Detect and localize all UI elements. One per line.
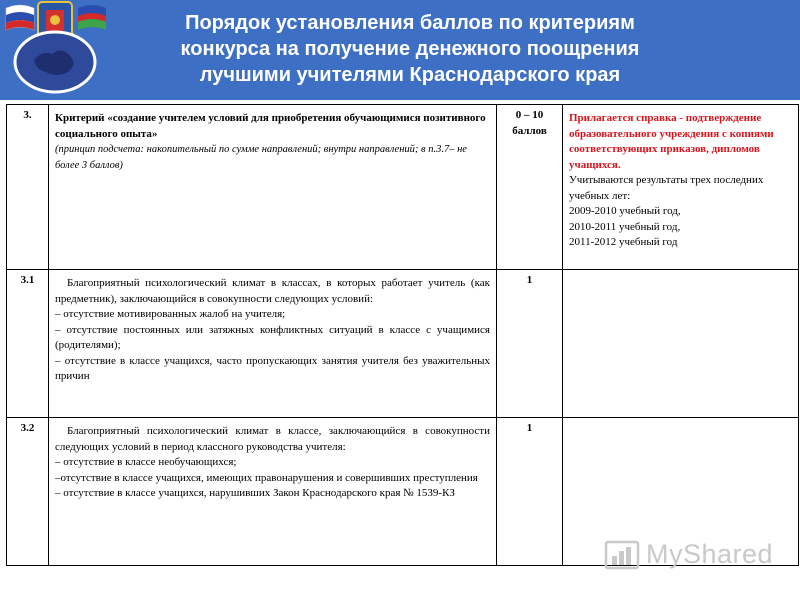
- table-row: [7, 270, 799, 418]
- title-line-1: Порядок установления баллов по критериям: [185, 12, 635, 34]
- watermark-text: MyShared: [646, 538, 774, 569]
- criterion-bullet: – отсутствие в классе учащихся, нарушивших Закон Краснодарского края № 1539-КЗ: [55, 487, 455, 499]
- criterion-cell: [49, 105, 497, 270]
- documents-year: 2011-2012 учебный год: [569, 236, 678, 248]
- chart-icon: [604, 536, 640, 572]
- criterion-text: Благоприятный психологический климат в классе, заключающийся в совокупности следующих условий в период классного руководства учителя:: [55, 425, 490, 453]
- criterion-bullet: – отсутствие в классе учащихся, часто пропускающих занятия учителя без уважительных причин: [55, 354, 490, 382]
- table-row: [7, 105, 799, 270]
- score-cell: 1: [497, 270, 563, 418]
- score-cell: 1: [497, 418, 563, 566]
- row-number: 3.: [7, 105, 49, 270]
- score-cell: 0 – 10 баллов: [497, 105, 563, 270]
- header-banner: [0, 0, 800, 100]
- criterion-title: Критерий «создание учителем условий для приобретения обучающимися позитивного социального опыта»: [55, 112, 486, 140]
- krasnodar-emblem-icon: [0, 0, 110, 100]
- title-line-2: конкурса на получение денежного поощрения: [180, 38, 640, 60]
- documents-year: 2009-2010 учебный год,: [569, 205, 681, 217]
- page-title: [110, 10, 710, 88]
- documents-cell: [563, 105, 799, 270]
- row-number: 3.1: [7, 270, 49, 418]
- row-number: 3.2: [7, 418, 49, 566]
- documents-cell: [563, 270, 799, 418]
- criterion-bullet: – отсутствие постоянных или затяжных конфликтных ситуаций в классе с учащимися (родителями);: [55, 323, 490, 351]
- criterion-bullet: –отсутствие в классе учащихся, имеющих правонарушения и совершивших преступления: [55, 471, 478, 484]
- documents-note: Учитываются результаты трех последних учебных лет:: [569, 174, 764, 202]
- criterion-cell: [49, 418, 497, 566]
- title-line-3: лучшими учителями Краснодарского края: [199, 64, 621, 86]
- criterion-cell: [49, 270, 497, 418]
- criterion-bullet: – отсутствие мотивированных жалоб на учителя;: [55, 308, 286, 320]
- criteria-table: [6, 104, 799, 566]
- criterion-bullet: – отсутствие в классе необучающихся;: [55, 456, 237, 468]
- watermark: [604, 536, 773, 572]
- criterion-text: Благоприятный психологический климат в классах, в которых работает учитель (как предметник), заключающийся в совокупности следующих условий:: [55, 277, 490, 305]
- documents-required: Прилагается справка - подтверждение образовательного учреждения с копиями соответствующих приказов, дипломов учащихся.: [569, 112, 774, 171]
- criterion-note: (принцип подсчета: накопительный по сумме направлений; внутри направлений; в п.3.7– не более 3 баллов): [55, 144, 467, 171]
- documents-year: 2010-2011 учебный год,: [569, 220, 681, 233]
